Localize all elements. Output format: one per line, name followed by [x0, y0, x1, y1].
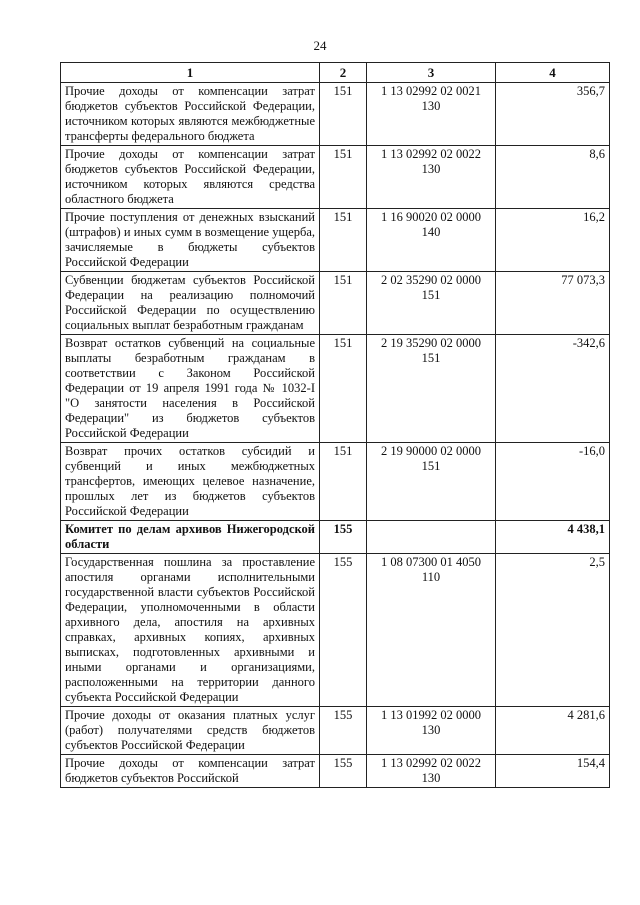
table-row [61, 335, 610, 443]
cell-kbk [367, 521, 496, 554]
cell-name: Субвенции бюджетам субъектов Российской Федерации на реализацию полномочий Российской Федерации по осуществлению социальных выплат безработным гражданам [61, 272, 320, 335]
table-row [61, 272, 610, 335]
cell-admin-code: 155 [320, 521, 367, 554]
column-header-name: 1 [61, 63, 320, 83]
cell-amount: 2,5 [496, 554, 610, 707]
cell-amount: 8,6 [496, 146, 610, 209]
cell-kbk: 1 13 02992 02 0022 130 [367, 755, 496, 788]
column-header-admin-code: 2 [320, 63, 367, 83]
cell-kbk: 1 08 07300 01 4050 110 [367, 554, 496, 707]
table-row [61, 146, 610, 209]
cell-admin-code: 155 [320, 755, 367, 788]
table-row [61, 83, 610, 146]
cell-admin-code: 151 [320, 335, 367, 443]
cell-amount: 4 438,1 [496, 521, 610, 554]
cell-name: Прочие доходы от компенсации затрат бюджетов субъектов Российской [61, 755, 320, 788]
cell-amount: -16,0 [496, 443, 610, 521]
cell-amount: 77 073,3 [496, 272, 610, 335]
cell-name: Прочие доходы от компенсации затрат бюджетов субъектов Российской Федерации, источником которых являются средства областного бюджета [61, 146, 320, 209]
cell-admin-code: 151 [320, 83, 367, 146]
cell-kbk: 2 19 90000 02 0000 151 [367, 443, 496, 521]
cell-admin-code: 151 [320, 209, 367, 272]
cell-name: Прочие поступления от денежных взысканий (штрафов) и иных сумм в возмещение ущерба, зачисляемые в бюджеты субъектов Российской Федерации [61, 209, 320, 272]
table-row [61, 443, 610, 521]
table-row [61, 707, 610, 755]
cell-admin-code: 151 [320, 146, 367, 209]
cell-name: Возврат прочих остатков субсидий и субвенций и иных межбюджетных трансфертов, имеющих целевое назначение, прошлых лет из бюджетов субъектов Российской Федерации [61, 443, 320, 521]
cell-name: Возврат остатков субвенций на социальные выплаты безработным гражданам в соответствии с Законом Российской Федерации от 19 апреля 1991 года № 1032-I "О занятости населения в Российской Федерации" из бюджетов субъектов Российской Федерации [61, 335, 320, 443]
cell-admin-code: 155 [320, 554, 367, 707]
cell-admin-code: 155 [320, 707, 367, 755]
table-row [61, 755, 610, 788]
cell-kbk: 1 13 02992 02 0021 130 [367, 83, 496, 146]
cell-name: Государственная пошлина за проставление апостиля органами исполнительными государственной власти субъектов Российской Федерации, уполномоченными в области архивного дела, апостиля на архивных справках, архивных копиях, архивных выписках, подготовленных архивными и иными органами и организациями, расположенными на территории данного субъекта Российской Федерации [61, 554, 320, 707]
cell-kbk: 1 13 02992 02 0022 130 [367, 146, 496, 209]
table-row [61, 209, 610, 272]
budget-revenue-table [60, 62, 610, 788]
cell-amount: 356,7 [496, 83, 610, 146]
cell-name: Прочие доходы от компенсации затрат бюджетов субъектов Российской Федерации, источником которых являются межбюджетные трансферты федерального бюджета [61, 83, 320, 146]
cell-kbk: 1 16 90020 02 0000 140 [367, 209, 496, 272]
table-header-row [61, 63, 610, 83]
cell-name: Прочие доходы от оказания платных услуг (работ) получателями средств бюджетов субъектов Российской Федерации [61, 707, 320, 755]
cell-admin-code: 151 [320, 443, 367, 521]
table-row [61, 521, 610, 554]
cell-amount: -342,6 [496, 335, 610, 443]
cell-amount: 154,4 [496, 755, 610, 788]
cell-amount: 16,2 [496, 209, 610, 272]
cell-amount: 4 281,6 [496, 707, 610, 755]
cell-admin-code: 151 [320, 272, 367, 335]
table-row [61, 554, 610, 707]
cell-kbk: 2 02 35290 02 0000 151 [367, 272, 496, 335]
cell-kbk: 2 19 35290 02 0000 151 [367, 335, 496, 443]
column-header-amount: 4 [496, 63, 610, 83]
column-header-kbk: 3 [367, 63, 496, 83]
cell-name: Комитет по делам архивов Нижегородской области [61, 521, 320, 554]
cell-kbk: 1 13 01992 02 0000 130 [367, 707, 496, 755]
page-number: 24 [313, 38, 327, 53]
